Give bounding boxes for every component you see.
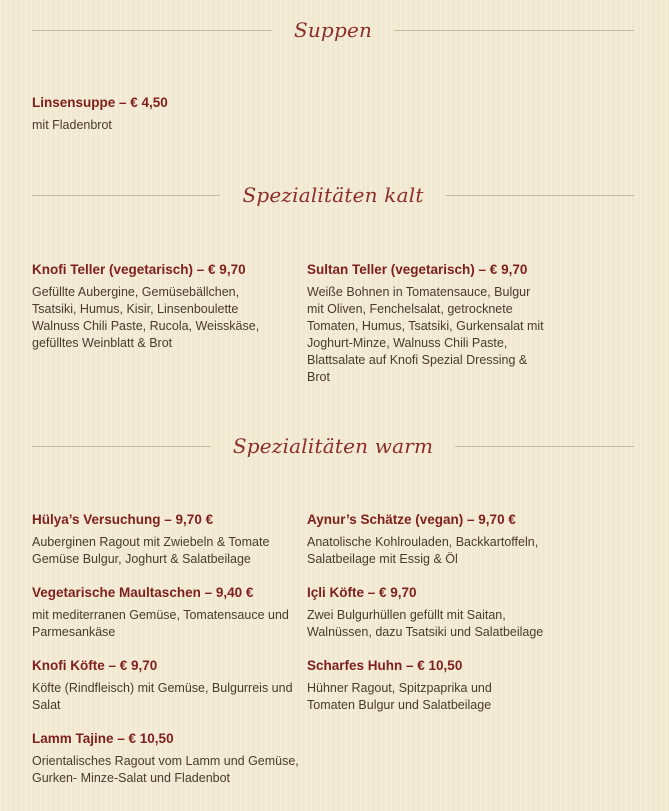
menu-item-title: Hülya’s Versuchung – 9,70 € xyxy=(32,512,214,527)
menu-item-description: Anatolische Kohlrouladen, Backkartoffeln, Salatbeilage mit Essig & Öl xyxy=(307,535,539,566)
section-header-warm xyxy=(32,431,634,461)
divider-line xyxy=(394,30,634,31)
divider-line xyxy=(32,446,211,447)
menu-item-description: Auberginen Ragout mit Zwiebeln & Tomate Gemüse Bulgur, Joghurt & Salatbeilage xyxy=(32,535,270,566)
menu-item-knofi-teller xyxy=(32,261,282,352)
divider-line xyxy=(455,446,634,447)
menu-item-description: Köfte (Rindfleisch) mit Gemüse, Bulgurreis und Salat xyxy=(32,681,293,712)
menu-item-scharfes-huhn xyxy=(307,657,537,714)
menu-item-vegetarische-maultaschen xyxy=(32,584,302,641)
menu-item-title: Knofi Teller (vegetarisch) – € 9,70 xyxy=(32,262,246,277)
menu-item-description: Gefüllte Aubergine, Gemüsebällchen, Tsatsiki, Humus, Kisir, Linsenboulette Walnuss Chili Paste, Rucola, Weisskäse, gefülltes Weinblatt & Brot xyxy=(32,285,260,350)
section-header-suppen xyxy=(32,15,634,45)
menu-item-icli-koefte xyxy=(307,584,567,641)
section-title: Spezialitäten kalt xyxy=(242,183,424,207)
section-title: Suppen xyxy=(293,18,373,42)
menu-item-sultan-teller xyxy=(307,261,547,386)
menu-item-lamm-tajine xyxy=(32,730,302,787)
menu-item-description: mit mediterranen Gemüse, Tomatensauce und Parmesankäse xyxy=(32,608,289,639)
divider-line xyxy=(446,195,634,196)
menu-item-title: Içli Köfte – € 9,70 xyxy=(307,585,417,600)
menu-item-title: Scharfes Huhn – € 10,50 xyxy=(307,658,463,673)
menu-item-knofi-koefte xyxy=(32,657,302,714)
section-header-kalt xyxy=(32,180,634,210)
section-title: Spezialitäten warm xyxy=(232,434,434,458)
divider-line xyxy=(32,195,220,196)
menu-item-title: Sultan Teller (vegetarisch) – € 9,70 xyxy=(307,262,528,277)
menu-item-description: Weiße Bohnen in Tomatensauce, Bulgur mit Oliven, Fenchelsalat, getrocknete Tomaten, Humus, Tsatsiki, Gurkensalat mit Joghurt-Minze, Walnuss Chili Paste, Blattsalate auf Knofi Spezial Dressing & Brot xyxy=(307,285,544,384)
menu-item-title: Aynur’s Schätze (vegan) – 9,70 € xyxy=(307,512,516,527)
menu-item-title: Vegetarische Maultaschen – 9,40 € xyxy=(32,585,254,600)
divider-line xyxy=(32,30,272,31)
menu-item-linsensuppe xyxy=(32,94,302,134)
menu-item-description: Hühner Ragout, Spitzpaprika und Tomaten Bulgur und Salatbeilage xyxy=(307,681,492,712)
menu-item-title: Knofi Köfte – € 9,70 xyxy=(32,658,158,673)
menu-item-description: Orientalisches Ragout vom Lamm und Gemüse, Gurken- Minze-Salat und Fladenbot xyxy=(32,754,299,785)
menu-item-description: Zwei Bulgurhüllen gefüllt mit Saitan, Walnüssen, dazu Tsatsiki und Salatbeilage xyxy=(307,608,544,639)
menu-item-aynurs-schaetze xyxy=(307,511,567,568)
menu-item-title: Linsensuppe – € 4,50 xyxy=(32,95,168,110)
menu-item-title: Lamm Tajine – € 10,50 xyxy=(32,731,174,746)
menu-item-description: mit Fladenbrot xyxy=(32,118,112,132)
menu-item-huelyas-versuchung xyxy=(32,511,302,568)
